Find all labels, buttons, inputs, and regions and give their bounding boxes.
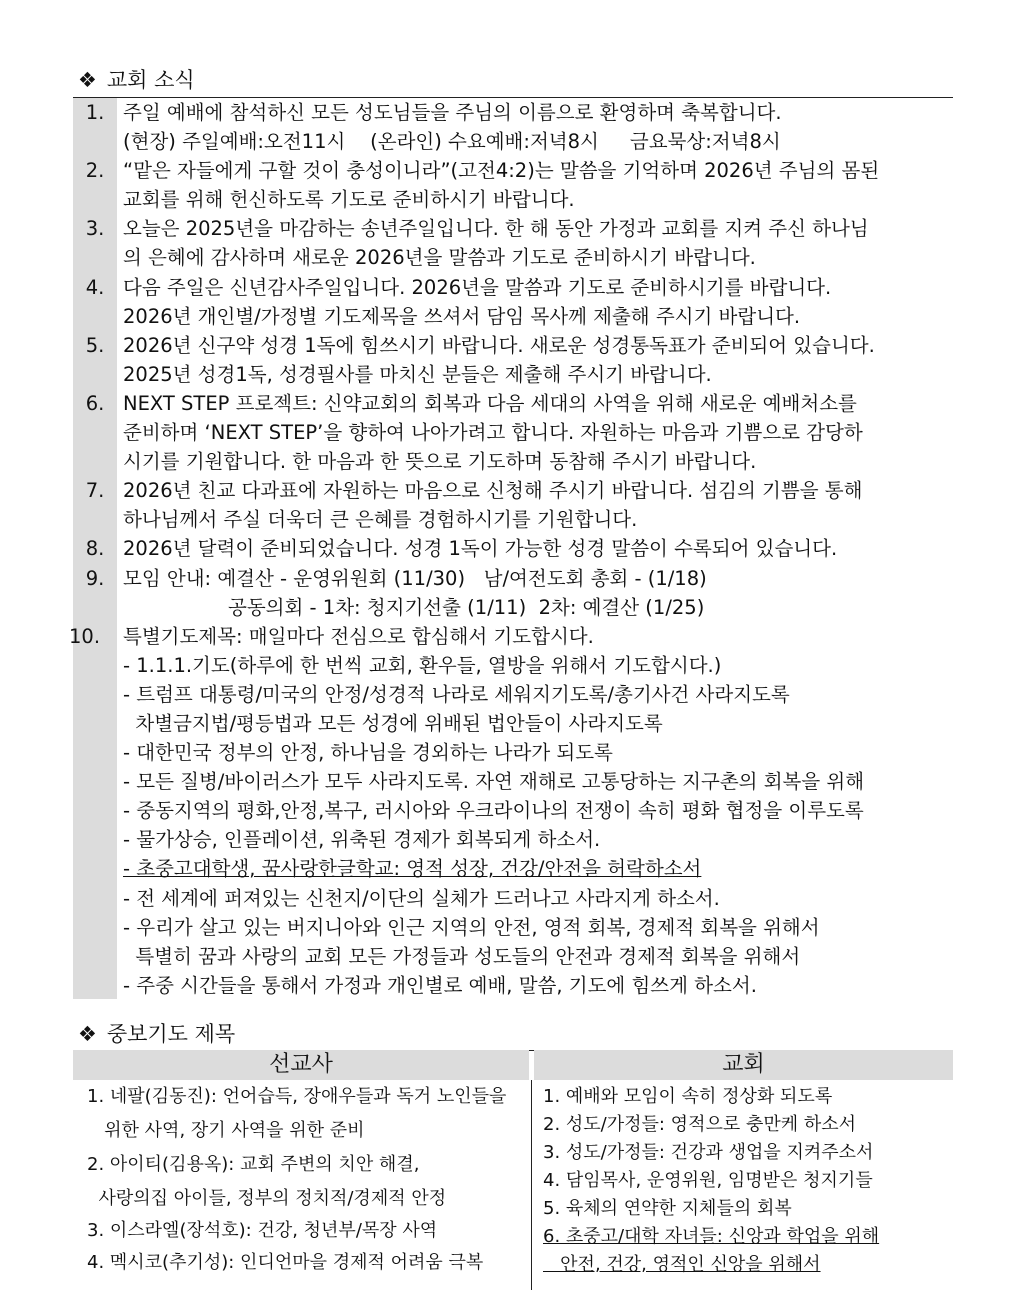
news-item — [69, 622, 953, 1000]
prayer-point: - 대한민국 정부의 안정, 하나님을 경외하는 나라가 되도록 — [123, 741, 613, 765]
prayer-point: - 트럼프 대통령/미국의 안정/성경적 나라로 세워지기도록/총기사건 사라지도록 — [123, 682, 790, 706]
prayer-point: - 전 세계에 퍼져있는 신천지/이단의 실체가 드러나고 사라지게 하소서. — [123, 886, 720, 910]
prayer-point: 특별히 꿈과 사랑의 교회 모든 가정들과 성도들의 안전과 경제적 회복을 위해서 — [123, 944, 801, 968]
item-line: 준비하며 ‘NEXT STEP’을 향하여 나아가려고 합니다. 자원하는 마음과 기쁨으로 감당하 — [123, 421, 863, 445]
news-item — [73, 564, 953, 622]
church-item: 6. 초중고/대학 자녀들: 신앙과 학업을 위해 — [543, 1226, 880, 1247]
prayer-point: - 물가상승, 인플레이션, 위축된 경제가 회복되게 하소서. — [123, 828, 601, 852]
prayer-point: - 모든 질병/바이러스가 모두 사라지도록. 자연 재해로 고통당하는 지구촌의 회복을 위해 — [123, 770, 865, 794]
missionary-item: 1. 네팔(김동진): 언어습득, 장애우들과 독거 노인들을 — [87, 1086, 507, 1107]
item-line: 다음 주일은 신년감사주일입니다. 2026년을 말씀과 기도로 준비하시기를 바랍니다. — [123, 275, 832, 299]
diamond-bullet-icon: ❖ — [78, 68, 97, 92]
item-line: 의 은혜에 감사하며 새로운 2026년을 말씀과 기도로 준비하시기 바랍니다. — [123, 246, 756, 270]
item-line: 모임 안내: 예결산 - 운영위원회 (11/30) 남/여전도회 총회 - (1/18) — [123, 566, 707, 590]
item-number: 4. — [85, 275, 105, 299]
missionary-item: 4. 멕시코(추기성): 인디언마을 경제적 어려움 극복 — [87, 1252, 484, 1273]
item-line: 2025년 성경1독, 성경필사를 마치신 분들은 제출해 주시기 바랍니다. — [123, 362, 712, 386]
missionary-item: 3. 이스라엘(장석호): 건강, 청년부/목장 사역 — [87, 1220, 438, 1241]
church-item: 2. 성도/가정들: 영적으로 충만케 하소서 — [543, 1114, 857, 1135]
news-item — [73, 389, 953, 476]
news-item — [73, 476, 953, 534]
prayer-point: - 1.1.1.기도(하루에 한 번씩 교회, 환우들, 열방을 위해서 기도합시다.) — [123, 653, 722, 677]
missionary-item: 2. 아이티(김용옥): 교회 주변의 치안 해결, — [87, 1154, 420, 1175]
item-number: 10. — [69, 624, 101, 648]
item-line: 교회를 위해 헌신하도록 기도로 준비하시기 바랍니다. — [123, 188, 575, 212]
intercession-heading-text: 중보기도 제목 — [106, 1022, 236, 1046]
church-item: 5. 육체의 연약한 지체들의 회복 — [543, 1198, 792, 1219]
church-item: 안전, 건강, 영적인 신앙을 위해서 — [543, 1254, 821, 1275]
item-line: 오늘은 2025년을 마감하는 송년주일입니다. 한 해 동안 가정과 교회를 지켜 주신 하나님 — [123, 217, 869, 241]
item-line: 주일 예배에 참석하신 모든 성도님들을 주님의 이름으로 환영하며 축복합니다. — [123, 101, 782, 124]
item-line: 공동의회 - 1차: 청지기선출 (1/11) 2차: 예결산 (1/25) — [228, 595, 705, 619]
item-number: 5. — [85, 333, 105, 357]
item-line: 2026년 친교 다과표에 자원하는 마음으로 신청해 주시기 바랍니다. 섬김의 기쁨을 통해 — [123, 479, 863, 503]
diamond-bullet-icon: ❖ — [78, 1022, 97, 1046]
news-item — [73, 331, 953, 389]
item-line: (현장) 주일예배:오전11시 (온라인) 수요예배:저녁8시 금요묵상:저녁8시 — [123, 130, 781, 154]
news-item — [73, 156, 953, 214]
item-line: 하나님께서 주실 더욱더 큰 은혜를 경험하시기를 기원합니다. — [123, 508, 638, 532]
item-line: NEXT STEP 프로젝트: 신약교회의 회복과 다음 세대의 사역을 위해 새로운 예배처소를 — [123, 391, 857, 415]
missionary-column-header: 선교사 — [73, 1050, 529, 1080]
news-item — [73, 214, 953, 272]
item-line: 시기를 기원합니다. 한 마음과 한 뜻으로 기도하며 동참해 주시기 바랍니다. — [123, 450, 757, 474]
item-line: 2026년 신구약 성경 1독에 힘쓰시기 바랍니다. 새로운 성경통독표가 준비되어 있습니다. — [123, 333, 875, 357]
item-number: 1. — [85, 101, 105, 124]
intercession-section-heading — [78, 1020, 235, 1048]
item-line: “맡은 자들에게 구할 것이 충성이니라”(고전4:2)는 말씀을 기억하며 2026년 주님의 몸된 — [123, 159, 880, 183]
church-column-header: 교회 — [534, 1050, 953, 1080]
news-item — [73, 534, 953, 563]
prayer-point: 차별금지법/평등법과 모든 성경에 위배된 법안들이 사라지도록 — [123, 711, 663, 735]
news-item — [73, 98, 953, 156]
news-item — [73, 273, 953, 331]
news-heading-text: 교회 소식 — [106, 68, 195, 92]
item-number: 7. — [85, 479, 105, 503]
item-number: 6. — [85, 391, 105, 415]
church-item: 1. 예배와 모임이 속히 정상화 되도록 — [543, 1086, 833, 1107]
missionary-item: 위한 사역, 장기 사역을 위한 준비 — [87, 1120, 365, 1141]
news-list — [69, 98, 953, 1000]
item-number: 8. — [85, 537, 105, 561]
church-item: 3. 성도/가정들: 건강과 생업을 지켜주소서 — [543, 1142, 874, 1163]
prayer-point: - 주중 시간들을 통해서 가정과 개인별로 예배, 말씀, 기도에 힘쓰게 하소서. — [123, 973, 757, 997]
item-line: 특별기도제목: 매일마다 전심으로 합심해서 기도합시다. — [123, 624, 594, 648]
missionary-item: 사랑의집 아이들, 정부의 정치적/경제적 안정 — [87, 1188, 447, 1209]
item-number: 9. — [85, 566, 105, 590]
church-item: 4. 담임목사, 운영위원, 임명받은 청지기들 — [543, 1170, 873, 1191]
item-number: 3. — [85, 217, 105, 241]
news-section-heading — [78, 66, 195, 94]
prayer-point: - 중동지역의 평화,안정,복구, 러시아와 우크라이나의 전쟁이 속히 평화 협정을 이루도록 — [123, 799, 864, 823]
prayer-point: - 우리가 살고 있는 버지니아와 인근 지역의 안전, 영적 회복, 경제적 회복을 위해서 — [123, 915, 820, 939]
item-number: 2. — [85, 159, 105, 183]
column-divider — [531, 1080, 532, 1290]
prayer-point: - 초중고대학생, 꿈사랑한글학교: 영적 성장, 건강/안전을 허락하소서 — [123, 857, 702, 881]
item-line: 2026년 개인별/가정별 기도제목을 쓰셔서 담임 목사께 제출해 주시기 바랍니다. — [123, 304, 801, 328]
item-line: 2026년 달력이 준비되었습니다. 성경 1독이 가능한 성경 말씀이 수록되어 있습니다. — [123, 537, 838, 561]
